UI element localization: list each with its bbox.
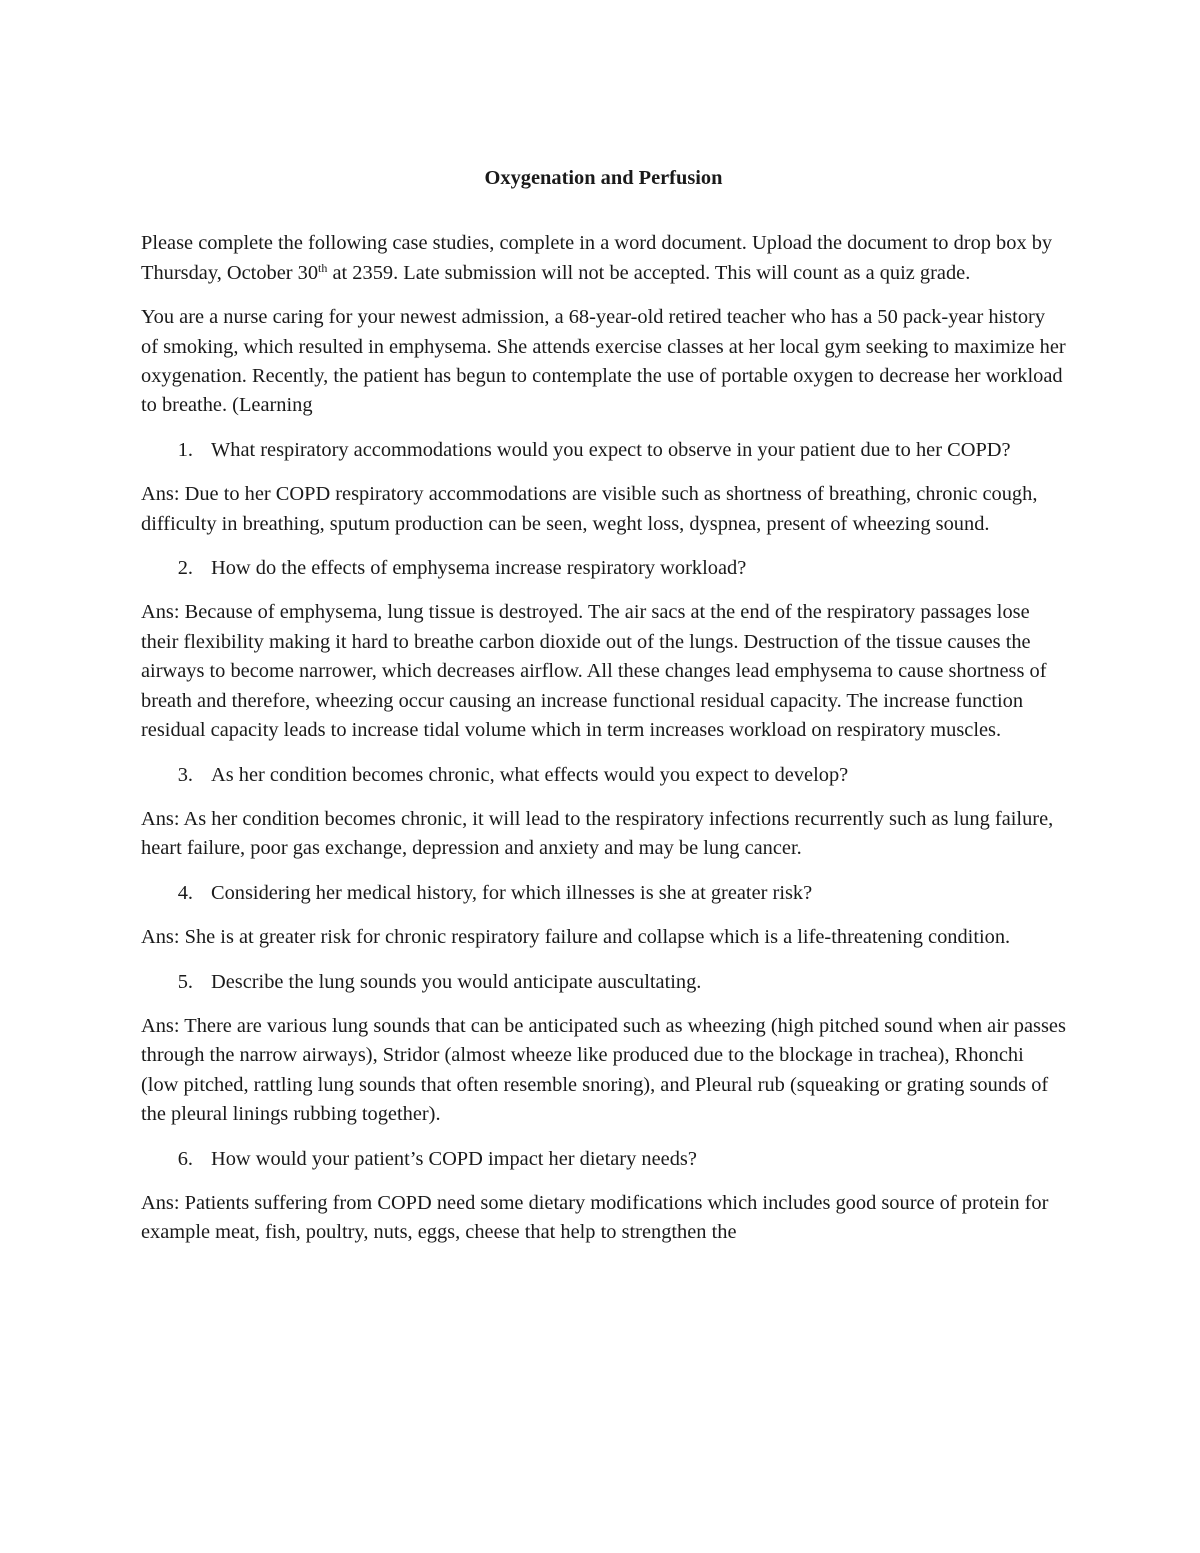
- question-number: 5.: [177, 970, 193, 993]
- question-item: [141, 436, 1066, 465]
- question-item: [141, 554, 1066, 583]
- answer-paragraph: Ans: As her condition becomes chronic, it will lead to the respiratory infections recurrently such as lung failure, heart failure, poor gas exchange, depression and anxiety and may be lung cancer.: [141, 807, 1054, 860]
- question-number: 3.: [177, 763, 193, 786]
- question-item: [141, 879, 1066, 908]
- instructions-superscript: th: [318, 260, 328, 275]
- answer-paragraph: Ans: Due to her COPD respiratory accommodations are visible such as shortness of breathing, chronic cough, difficulty in breathing, sputum production can be seen, weght loss, dyspnea, present of wheezing sound.: [141, 483, 1038, 535]
- question-text: As her condition becomes chronic, what effects would you expect to develop?: [211, 763, 849, 786]
- answer-paragraph: Ans: There are various lung sounds that can be anticipated such as wheezing (high pitched sound when air passes through the narrow airways), Stridor (almost wheeze like produced due to the blockage in trachea), Rhonchi (low pitched, rattling lung sounds that often resemble snoring), and Pleural rub (squeaking or grating sounds of the pleural linings rubbing together).: [141, 1014, 1066, 1126]
- question-item: [141, 1145, 1066, 1174]
- question-item: [141, 761, 1066, 790]
- document-page: [141, 164, 1066, 1263]
- question-text: Considering her medical history, for which illnesses is she at greater risk?: [211, 881, 813, 904]
- question-number: 4.: [177, 881, 193, 904]
- question-text: What respiratory accommodations would you expect to observe in your patient due to her COPD?: [211, 438, 1011, 461]
- question-number: 2.: [177, 557, 193, 580]
- answer-paragraph: Ans: Patients suffering from COPD need some dietary modifications which includes good source of protein for example meat, fish, poultry, nuts, eggs, cheese that help to strengthen the: [141, 1191, 1049, 1244]
- question-item: [141, 968, 1066, 997]
- answer-paragraph: Ans: She is at greater risk for chronic respiratory failure and collapse which is a life-threatening condition.: [141, 926, 1011, 949]
- question-number: 6.: [177, 1147, 193, 1170]
- scenario-paragraph: You are a nurse caring for your newest admission, a 68-year-old retired teacher who has a 50 pack-year history of smoking, which resulted in emphysema. She attends exercise classes at her local gym seeking to maximize her oxygenation. Recently, the patient has begun to contemplate the use of portable oxygen to decrease her workload to breathe. (Learning: [141, 306, 1066, 417]
- question-number: 1.: [177, 438, 193, 461]
- document-title: Oxygenation and Perfusion: [484, 167, 723, 189]
- question-text: How would your patient’s COPD impact her dietary needs?: [211, 1147, 697, 1170]
- answer-paragraph: Ans: Because of emphysema, lung tissue is destroyed. The air sacs at the end of the respiratory passages lose their flexibility making it hard to breathe carbon dioxide out of the lungs. Destruction of the tissue causes the airways to become narrower, which decreases airflow. All these changes lead emphysema to cause shortness of breath and therefore, wheezing occur causing an increase functional residual capacity. The increase function residual capacity leads to increase tidal volume which in term increases workload on respiratory muscles.: [141, 601, 1047, 742]
- instructions-text-part2: at 2359. Late submission will not be accepted. This will count as a quiz grade.: [327, 261, 971, 284]
- question-text: Describe the lung sounds you would anticipate auscultating.: [211, 970, 702, 993]
- instructions-paragraph: [141, 229, 1066, 288]
- question-text: How do the effects of emphysema increase respiratory workload?: [211, 557, 747, 580]
- instructions-text-part1: Please complete the following case studies, complete in a word document. Upload the document to drop box by Thursday, October 30: [141, 232, 1053, 284]
